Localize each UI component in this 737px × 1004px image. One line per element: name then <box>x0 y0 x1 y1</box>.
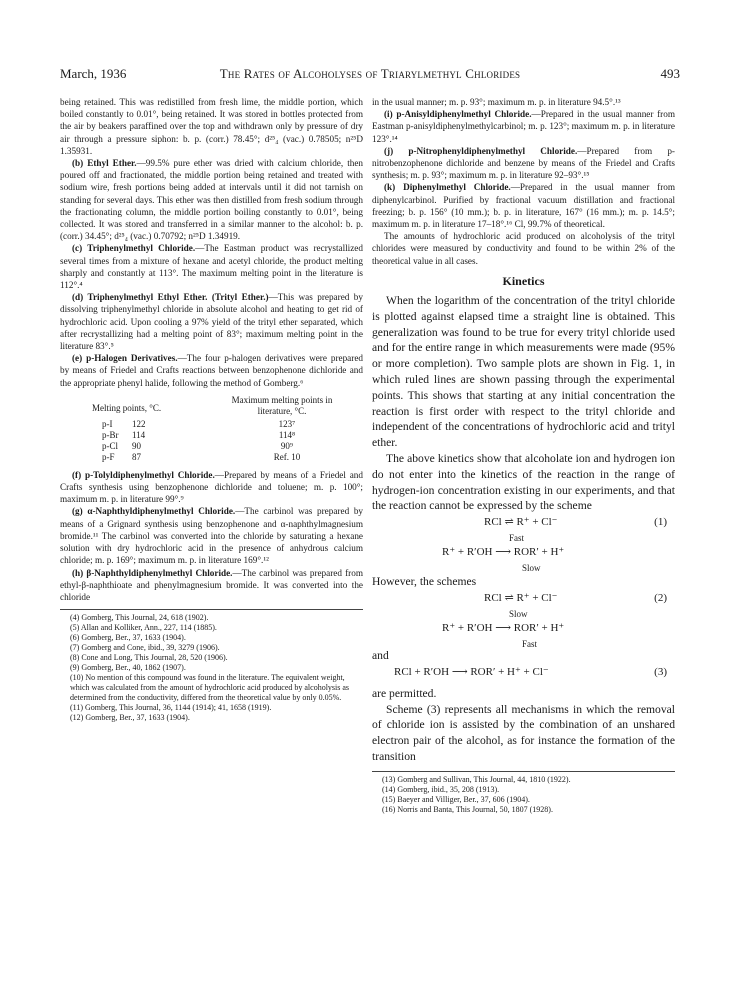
section-k <box>372 181 675 230</box>
section-text: —The Eastman product was recrystallized several times from a mixture of hexane and acetyl chloride, the product melting sharply and constantly at 113°. The maximum melting point in the literature is 112°.⁴ <box>60 243 363 291</box>
footnote: (9) Gomberg, Ber., 40, 1862 (1907). <box>70 663 186 673</box>
section-text: —The carbinol was prepared from ethyl-β-naphthioate and phenylmagnesium bromide. It was converted into the chloride <box>60 567 363 602</box>
paragraph: Scheme (3) represents all mechanisms in which the removal of chloride ion is assisted by the combination of an unshared electron pair of the alcohol, as for instance the formation of the transition <box>372 702 675 763</box>
equation-text: RCl ⇌ R⁺ + Cl⁻ <box>484 592 558 604</box>
section-text: —Prepared in the usual manner from Eastman p-anisyldiphenylmethylcarbinol; m. p. 123°; maximum m. p. in literature 123°.¹⁴ <box>372 109 675 144</box>
section-f <box>60 469 363 506</box>
section-h <box>60 567 363 604</box>
table-cell: 122 <box>132 418 146 429</box>
paragraph: The above kinetics show that alcoholate ion and hydrogen ion do not enter into the kinetics of the reaction in the range of hydrogen-ion concentration existing in our experiments, and that the reaction cannot be expressed by the scheme <box>372 452 675 513</box>
section-j <box>372 145 675 182</box>
footnotes <box>60 609 363 723</box>
left-column <box>60 96 363 723</box>
section-heading: (d) Triphenylmethyl Ethyl Ether. (Trityl Ether.) <box>72 292 269 303</box>
equation-number: (2) <box>654 592 667 604</box>
table-cell: 87 <box>132 451 141 462</box>
footnote: (10) No mention of this compound was found in the literature. The equivalent weight, which was calculated from the amount of hydrochloric acid produced by alcoholysis as determined from the conductivity, differed from the theoretical value by only 0.05%. <box>70 673 350 703</box>
table-cell: p-Br <box>102 429 119 440</box>
table-header: Maximum melting points in literature, °C. <box>231 394 333 416</box>
equation-text: RCl + R′OH ⟶ ROR′ + H⁺ + Cl⁻ <box>394 665 549 678</box>
running-header <box>60 66 680 84</box>
section-heading: (j) p-Nitrophenyldiphenylmethyl Chloride. <box>384 145 578 156</box>
section-text: —Prepared by means of a Friedel and Crafts synthesis using benzophenone dichloride and toluene; m. p. 100°; maximum m. p. in literature 99°.⁹ <box>60 469 363 505</box>
section-heading: (c) Triphenylmethyl Chloride. <box>72 243 196 254</box>
section-b <box>60 157 363 242</box>
right-column <box>372 96 675 815</box>
section-g <box>60 505 363 566</box>
section-text: —99.5% pure ether was dried with calcium chloride, then poured off and fractionated, the middle portion being retained and treated with sodium wire, fresh portions being added at intervals until it did not tarnish on standing for several days. This ether was then distilled from fresh sodium through the fractionating column, the middle portion boiling constantly to 0.01°, being collected. It was stored and transferred in a similar manner to the alcohol: b. p. (corr.) 34.45°; d²⁵₄ (vac.) 0.70792; n²⁵D 1.34919. <box>60 158 364 242</box>
equation-text: R⁺ + R′OH ⟶ ROR′ + H⁺ <box>442 546 565 559</box>
melting-point-table <box>92 395 363 463</box>
table-row <box>92 430 363 441</box>
table-cell: p-Cl <box>102 440 119 451</box>
footnote: (5) Allan and Kolliker, Ann., 227, 114 (1885). <box>70 623 217 633</box>
equation-2b <box>372 620 675 648</box>
table-row <box>92 419 363 430</box>
table-header: Melting points, °C. <box>92 402 162 413</box>
paragraph: and <box>372 649 389 662</box>
arrow-label: Slow <box>509 609 528 619</box>
footnote: (8) Cone and Long, This Journal, 28, 520 (1906). <box>70 653 228 663</box>
section-text: —This was prepared by dissolving triphenylmethyl chloride in absolute alcohol and heating to get rid of hydrochloric acid. Upon cooling a 97% yield of the trityl ether separated, which after recrystallizing had a melting point of 83°; maximum melting point in the literature 83°.⁵ <box>60 292 363 352</box>
footnote: (16) Norris and Banta, This Journal, 50, 1807 (1928). <box>382 804 553 814</box>
footnotes <box>372 771 675 815</box>
section-text: —Prepared in the usual manner from diphenylcarbinol. Purified by fractional vacuum distillation and fractional freezing; b. p. 156° (10 mm.); b. p. in literature, 167° (16 mm.); m. p. 14.5°; maximum m. p. in literature 17–18°.¹⁶ Cl, 99.7% of theoretical. <box>372 182 675 230</box>
table-cell: p-I <box>102 418 113 429</box>
table-cell: p-F <box>102 451 115 462</box>
section-heading: (g) α-Naphthyldiphenylmethyl Chloride. <box>72 506 236 517</box>
equation-text: RCl ⇌ R⁺ + Cl⁻ <box>484 516 558 529</box>
section-title-kinetics: Kinetics <box>502 273 545 288</box>
section-d <box>60 291 363 352</box>
section-heading: (k) Diphenylmethyl Chloride. <box>384 182 511 193</box>
section-e <box>60 352 363 389</box>
footnote: (6) Gomberg, Ber., 37, 1633 (1904). <box>70 633 186 643</box>
equation-1b <box>372 544 675 574</box>
header-date: March, 1936 <box>60 66 127 81</box>
table-row <box>92 452 363 463</box>
footnote: (4) Gomberg, This Journal, 24, 618 (1902). <box>70 613 209 623</box>
table-cell: 123⁷ <box>278 418 296 429</box>
footnote: (14) Gomberg, ibid., 35, 208 (1913). <box>382 784 500 794</box>
table-cell: 114⁸ <box>278 429 296 440</box>
header-title: The Rates of Alcoholyses of Triarylmethyl Chlorides <box>219 66 521 81</box>
paragraph: in the usual manner; m. p. 93°; maximum m. p. in literature 94.5°.¹³ <box>372 97 621 107</box>
section-heading: (h) β-Naphthyldiphenylmethyl Chloride. <box>72 567 233 578</box>
footnote: (13) Gomberg and Sullivan, This Journal, 44, 1810 (1922). <box>382 774 571 784</box>
section-i <box>372 108 675 145</box>
paragraph: being retained. This was redistilled from fresh lime, the middle portion, which boiled constantly to 0.01°, being retained. It was stored in bottles protected from the air by beakers paraffined over the top and withdrawn only by pressure of dry air through a pressure siphon: b. p. (corr.) 78.45°; d²⁵₄ (vac.) 0.78505; n²⁵D 1.35931. <box>60 97 363 156</box>
paragraph: are permitted. <box>372 686 437 700</box>
paragraph: The amounts of hydrochloric acid produced on alcoholysis of the trityl chlorides were measured by conductivity and found to be within 2% of the theoretical value in all cases. <box>372 231 675 266</box>
section-text: —Prepared from p-nitrobenzophenone dichloride and benzene by means of the Friedel and Crafts synthesis; m. p. 93°; maximum m. p. in literature 92–93°.¹⁵ <box>372 145 675 181</box>
section-heading: (f) p-Tolyldiphenylmethyl Chloride. <box>72 469 215 480</box>
table-cell: 90 <box>132 440 141 451</box>
section-text: —The four p-halogen derivatives were prepared by means of Friedel and Crafts reactions between benzophenone dichloride and the appropriate phenyl halide, following the method of Gomberg.⁶ <box>60 353 363 388</box>
section-heading: (e) p-Halogen Derivatives. <box>72 353 178 364</box>
arrow-label: Fast <box>522 639 538 649</box>
footnote: (12) Gomberg, Ber., 37, 1633 (1904). <box>70 713 190 723</box>
equation-number: (1) <box>654 516 667 529</box>
table-cell: 90⁹ <box>280 440 294 451</box>
arrow-label: Fast <box>509 533 525 544</box>
paragraph: However, the schemes <box>372 575 477 589</box>
arrow-label: Slow <box>522 563 541 574</box>
equation-text: R⁺ + R′OH ⟶ ROR′ + H⁺ <box>442 622 565 634</box>
table-row <box>92 441 363 452</box>
equation-1a <box>372 514 675 544</box>
page-number: 493 <box>660 66 680 81</box>
footnote: (7) Gomberg and Cone, ibid., 39, 3279 (1906). <box>70 643 220 653</box>
table-cell: 114 <box>132 429 146 440</box>
footnote: (15) Baeyer and Villiger, Ber., 37, 606 (1904). <box>382 794 530 804</box>
footnote: (11) Gomberg, This Journal, 36, 1144 (1914); 41, 1658 (1919). <box>70 703 272 713</box>
section-heading: (i) p-Anisyldiphenylmethyl Chloride. <box>384 109 532 120</box>
section-c <box>60 242 363 291</box>
equation-3 <box>372 664 675 686</box>
paragraph: When the logarithm of the concentration of the trityl chloride is plotted against elapsed time a straight line is obtained. This generalization was found to be true for every trityl chloride used and for the entire range in which measurements were made (95% or more completion). Two sample plots are shown in Fig. 1, in which ruled lines are shown passing through the experimental points. This shows that starting at any initial concentration the reaction is first order with respect to the trityl chloride and independent of the concentrations of hydrochloric acid and trityl ether. <box>372 294 675 450</box>
equation-number: (3) <box>654 665 667 678</box>
section-text: —The carbinol was prepared by means of a Grignard synthesis using benzophenone and α-naphthylmagnesium bromide.¹¹ The carbinol was converted into the chloride by saturating a hexane solution with dry hydrochloric acid in the presence of anhydrous calcium chloride; m. p. 169°; maximum m. p. in literature 169°.¹² <box>60 506 364 566</box>
equation-2a <box>372 590 675 620</box>
table-cell: Ref. 10 <box>273 451 301 462</box>
section-heading: (b) Ethyl Ether. <box>72 158 137 169</box>
